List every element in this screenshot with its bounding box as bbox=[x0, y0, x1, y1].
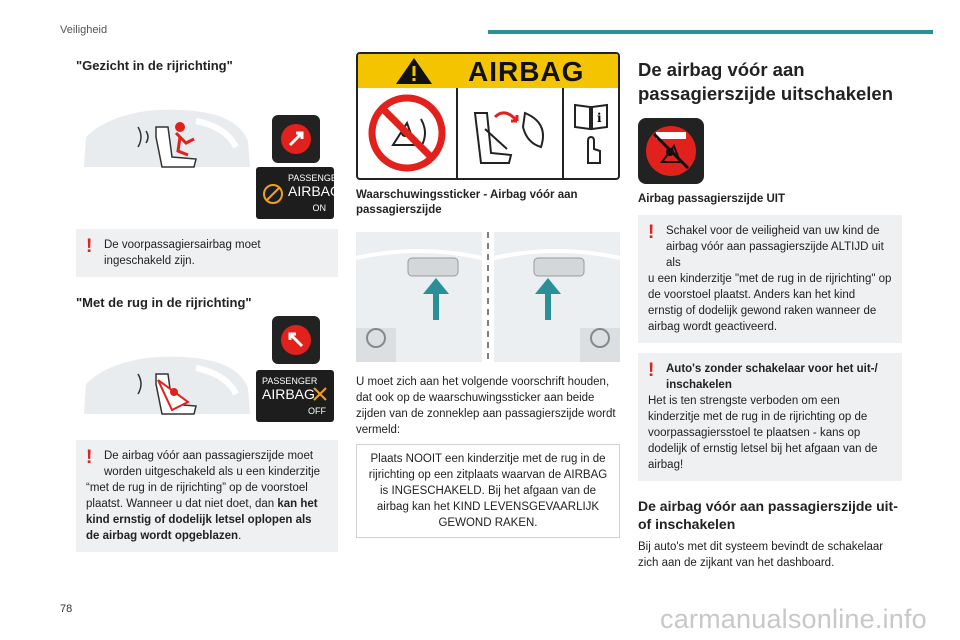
read-manual-icon bbox=[573, 101, 609, 131]
label-off-line2: AIRBAG bbox=[262, 386, 315, 402]
warning-text-off-first: De airbag vóór aan passagierszijde moet worden uitgeschakeld als u een kinderzitje bbox=[104, 450, 321, 478]
warning-no-switch-title: Auto's zonder schakelaar voor het uit-/ inschakelen bbox=[666, 363, 878, 391]
warning-text-off-cont: “met de rug in de rijrichting” op de voorstoel plaatst. Wanneer u dat niet doet, dan bbox=[86, 482, 308, 510]
label-on-line2: AIRBAG bbox=[288, 183, 341, 199]
key-switch-icon bbox=[276, 119, 316, 159]
warning-box-always-disable bbox=[638, 215, 902, 343]
sun-visors-illustration bbox=[356, 232, 620, 362]
figure-sun-visors bbox=[356, 232, 620, 362]
warning-box-airbag-off bbox=[76, 440, 338, 552]
airbag-passenger-off-icon bbox=[642, 122, 700, 180]
switch-location-paragraph: Bij auto's met dit systeem bevindt de schakelaar zich aan de zijkant van het dashboard. bbox=[638, 541, 884, 569]
sticker-paragraph: U moet zich aan het volgende voorschrift houden, dat ook op de waarschuwingssticker aan beide zijden van de zonneklep aan passagierszijde wordt vermeld: bbox=[356, 376, 616, 436]
warning-text-off-bold: kan het kind ernstig of dodelijk letsel oplopen als de airbag wordt opgeblazen bbox=[86, 498, 318, 542]
warning-box-no-switch bbox=[638, 353, 902, 481]
label-on-state: ON bbox=[312, 203, 326, 213]
key-switch-icon bbox=[276, 320, 316, 360]
warning-always-first: Schakel voor de veiligheid van uw kind de airbag vóór aan passagierszijde ALTIJD uit als bbox=[666, 225, 884, 269]
sticker-header bbox=[358, 54, 618, 88]
warning-no-switch-body: Het is ten strengste verboden om een kinderzitje met de rug in de rijrichting op de voorpassagiersstoel te plaatsen - kans op dodelijk of ernstig letsel bij het afgaan van de airbag! bbox=[648, 395, 878, 471]
sticker-title: AIRBAG bbox=[468, 56, 585, 87]
notice-box: Plaats NOOIT een kinderzitje met de rug in de rijrichting op een zitplaats waarvan de AIRBAG is INGESCHAKELD. Bij het afgaan van de airbag kan het KIND LEVENSGEVAARLIJK GEWOND RAKEN. bbox=[356, 444, 620, 538]
warning-exclamation-icon: ! bbox=[86, 447, 93, 468]
column-right bbox=[638, 52, 902, 571]
page-number: 78 bbox=[60, 603, 73, 615]
heading-facing-forward: "Gezicht in de rijrichting" bbox=[76, 58, 233, 73]
label-off-state: OFF bbox=[308, 406, 326, 416]
label-off-line1: PASSENGER bbox=[262, 376, 318, 386]
switch-icon-on bbox=[272, 115, 320, 163]
car-seat-rearward-illustration bbox=[76, 344, 256, 424]
airbag-warning-sticker bbox=[356, 52, 620, 180]
airbag-deploy-seat-icon bbox=[465, 93, 555, 173]
lamp-caption: Airbag passagierszijde UIT bbox=[638, 193, 785, 205]
column-middle bbox=[356, 52, 620, 538]
watermark: carmanualsonline.info bbox=[660, 604, 927, 634]
warning-always-cont: u een kinderzitje "met de rug in de rijrichting" op de voorstoel plaatst. Anders kan het kind ernstig of dodelijk gewond raken wanneer de airbag wordt geactiveerd. bbox=[648, 273, 892, 333]
warning-exclamation-icon: ! bbox=[648, 360, 655, 381]
label-on-line1: PASSENGER bbox=[288, 173, 344, 183]
warning-exclamation-icon: ! bbox=[86, 236, 93, 257]
warning-box-airbag-on bbox=[76, 229, 338, 277]
section-title-disable-airbag: De airbag vóór aan passagierszijde uitschakelen bbox=[638, 59, 894, 104]
no-rear-facing-seat-icon bbox=[367, 93, 447, 173]
warning-exclamation-icon: ! bbox=[648, 222, 655, 243]
warning-text-airbag-on: De voorpassagiersairbag moet ingeschakeld zijn. bbox=[104, 239, 261, 267]
passenger-airbag-on-label bbox=[256, 167, 344, 219]
subheading-toggle-airbag: De airbag vóór aan passagierszijde uit- of inschakelen bbox=[638, 498, 898, 532]
passenger-airbag-off-label bbox=[256, 370, 334, 422]
warning-triangle-icon bbox=[394, 56, 434, 86]
heading-facing-backward: "Met de rug in de rijrichting" bbox=[76, 295, 252, 310]
hand-pointer-icon bbox=[576, 135, 606, 165]
switch-icon-off bbox=[272, 316, 320, 364]
warning-text-off-end: . bbox=[238, 530, 242, 542]
sticker-caption: Waarschuwingssticker - Airbag vóór aan passagierszijde bbox=[356, 189, 578, 216]
airbag-off-symbol-icon bbox=[262, 183, 284, 205]
airbag-off-warning-lamp bbox=[638, 118, 704, 184]
car-seat-forward-illustration bbox=[76, 97, 256, 177]
column-left bbox=[76, 52, 344, 552]
svg-text:i: i bbox=[597, 111, 602, 125]
figure-rear-facing bbox=[76, 316, 338, 428]
header-accent-bar bbox=[488, 30, 933, 34]
figure-forward-facing bbox=[76, 79, 344, 213]
airbag-passenger-off-icon bbox=[310, 384, 330, 404]
header-section-title: Veiligheid bbox=[60, 24, 108, 36]
